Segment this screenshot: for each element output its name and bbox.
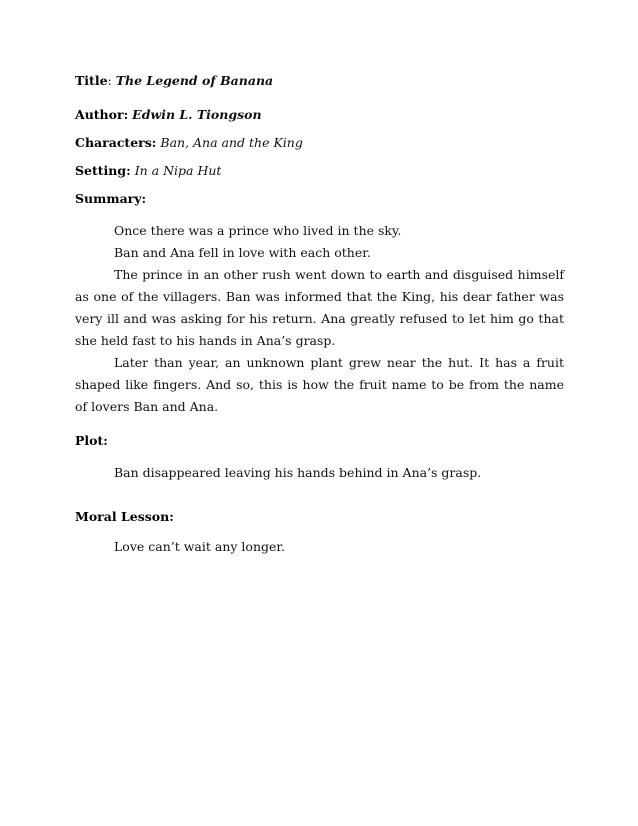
- characters-line: [75, 135, 565, 151]
- setting-value: In a Nipa Hut: [134, 163, 222, 178]
- summary-paragraph-3: The prince in an other rush went down to earth and disguised himself as one of the villagers. Ban was informed that the King, his dear father was very ill and was asking for his return. Ana greatly refused to let him go that she held fast to his hands in Ana’s grasp.: [75, 267, 564, 348]
- moral-lesson-text: Love can’t wait any longer.: [114, 539, 285, 554]
- plot-text: Ban disappeared leaving his hands behind in Ana’s grasp.: [114, 465, 482, 480]
- title-colon: :: [107, 73, 116, 88]
- author-value: Edwin L. Tiongson: [132, 107, 262, 122]
- characters-value: Ban, Ana and the King: [160, 135, 303, 150]
- setting-line: [75, 163, 565, 179]
- plot-heading: Plot:: [75, 433, 108, 448]
- title-line: [75, 73, 565, 89]
- summary-paragraph-1: Once there was a prince who lived in the sky.: [114, 223, 402, 238]
- title-value: The Legend of Banana: [115, 73, 274, 88]
- setting-label: Setting:: [75, 163, 131, 178]
- summary-heading: Summary:: [75, 191, 147, 206]
- title-label: Title: [75, 73, 108, 88]
- summary-paragraph-4: Later than year, an unknown plant grew near the hut. It has a fruit shaped like fingers. And so, this is how the fruit name to be from the name of lovers Ban and Ana.: [75, 355, 564, 414]
- summary-paragraph-2: Ban and Ana fell in love with each other.: [114, 245, 371, 260]
- moral-lesson-heading: Moral Lesson:: [75, 509, 174, 524]
- author-label: Author:: [75, 107, 129, 122]
- author-line: [75, 107, 565, 123]
- characters-label: Characters:: [75, 135, 157, 150]
